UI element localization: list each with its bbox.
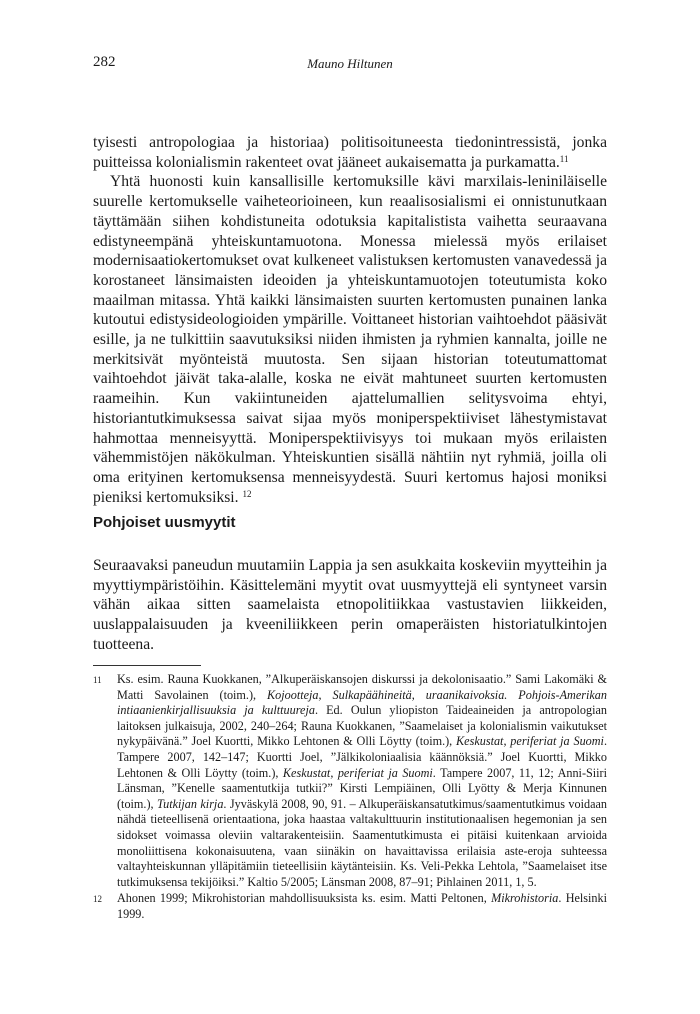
paragraph [93,133,607,172]
footnote-title: Mikrohistoria [491,891,559,906]
section-heading: Pohjoiset uusmyytit [93,514,236,531]
page-number: 282 [93,54,116,70]
footnote-reference[interactable]: 12 [242,488,252,499]
footnote-text: Ahonen 1999; Mikrohistorian mahdollisuuksista ks. esim. Matti Peltonen, [117,891,492,906]
footnote-text: Ks. esim. Rauna Kuokkanen, ”Alkuperäiskansojen diskurssi ja dekolonisaatio.” Sami Lakomäki & Matti Savolainen (toim.), [117,672,607,702]
footnote-title: Kojootteja, Sulkapäähineitä, uraanikaivoksia. Pohjois-Amerikan intiaanienkirjallisuuksia ja kulttuureja [117,687,607,718]
page-header [93,54,607,74]
footnote-title: Keskustat, periferiat ja Suomi [456,734,604,749]
footnote-text: . Tampere 2007, 142–147; Kuortti Joel, ”Jälkikoloniaalisia käännöksiä.” Joel Kuortti, Mikko Lehtonen & Olli Löytty (toim.), [117,734,607,780]
footnotes [93,672,607,923]
paragraph-text: Yhtä huonosti kuin kansallisille kertomuksille kävi marxilais-leniniläiselle suurelle kertomukselle vaiheteorioineen, kun reaalisosialismi ei onnistunutkaan täyttämään siihen kohdistuneita odotuksia kapitalistista vaihetta seuraavana edistyneempänä yhteiskuntamuotona. Monessa mielessä myös erilaiset modernisaatiokertomukset ovat kulkeneet valistuksen kertomusten vanavedessä ja korostaneet länsimaisten ideoiden ja yhteiskuntamuotojen toteutumista koko maailman mitassa. Yhtä kaikki länsimaisten suurten kertomusten punainen lanka kutoutui edistysideologioiden ympärille. Voittaneet historian vaihtoehdot pääsivät esille, ja ne tulkittiin saavutuksiksi niiden ihmisten ja ryhmien kannalta, joille ne merkitsivät myönteistä muutosta. Sen sijaan historian toteutumattomat vaihtoehdot jäivät taka-alalle, koska ne eivät mahtuneet suurten kertomusten raameihin. Kun vakiintuneiden ajattelumallien selitysvoima ehtyi, historiantutkimuksessa saivat sijaa myös moniperspektiiviset lähestymistavat hahmottaa menneisyyttä. Moniperspektiivisyys toi mukaan myös erilaisten vähemmistöjen näkökulman. Yhteiskuntien sisällä nähtiin nyt ryhmiä, joilla oli oma erityinen kertomuksensa menneisyydestä. Suuri kertomus hajosi moniksi pieniksi kertomuksiksi. [93,173,607,506]
footnote-12 [93,891,607,922]
footnote-title: Tutkijan kirja [157,796,224,811]
main-body-text [93,133,607,507]
paragraph-text: tyisesti antropologiaa ja historiaa) politisoituneesta tiedonintressistä, jonka puitteissa kolonialismin rakenteet ovat jääneet aukaisematta ja purkamatta. [93,134,607,171]
footnote-reference[interactable]: 11 [559,153,569,164]
footnote-text: . Jyväskylä 2008, 90, 91. – Alkuperäiskansatutkimus/saamentutkimus voidaan nähdä tieteellisenä orientaationa, joka haastaa valtakulttuurin institutionaalisen hegemonian ja sen sidokset voimassa oleviin valtarakenteisiin. Saamentutkimusta ei pitäisi kuitenkaan arvioida monoliittisena kokonaisuutena, vaan siinäkin on havaittavissa erilaisia aste-eroja suhteessa valtayhteiskunnan ylläpitämiin tieteellisiin käytänteisiin. Ks. Veli-Pekka Lehtola, ”Saamelaiset itse tutkimuksensa tekijöiksi.” Kaltio 5/2005; Länsman 2008, 87–91; Pihlainen 2011, 1, 5. [117,796,607,889]
footnote-number: 12 [93,894,102,905]
running-head-author: Mauno Hiltunen [307,56,393,71]
footnote-separator [93,665,201,666]
paragraph [93,172,607,507]
section-body-text [93,556,607,655]
footnote-11 [93,672,607,890]
footnote-title: Keskustat, periferiat ja Suomi [282,765,433,780]
paragraph: Seuraavaksi paneudun muutamiin Lappia ja sen asukkaita koskeviin myytteihin ja myyttiympäristöihin. Käsittelemäni myytit ovat uusmyyttejä eli syntyneet varsin vähän aikaa sitten saamelaista etnopolitiikkaa vastustavien liikkeiden, uuslappalaisuuden ja kveeniliikkeen perin omaperäisten historiatulkintojen tuotteena. [93,557,607,653]
footnote-text: . Ed. Oulun yliopiston Taideaineiden ja antropologian laitoksen julkaisuja, 2002, 240–264; Rauna Kuokkanen, ”Saamelaiset ja kolonialismin vaikutukset nykypäivänä.” Joel Kuortti, Mikko Lehtonen & Olli Löytty (toim.), [117,703,608,749]
footnote-text: . Tampere 2007, 11, 12; Anni-Siiri Länsman, ”Kenelle saamentutkija tutkii?” Kirsti Lempiäinen, Olli Lyötty & Merja Kinnunen (toim.), [117,765,608,811]
footnote-number: 11 [93,675,102,685]
footnote-text: . Helsinki 1999. [117,891,607,921]
